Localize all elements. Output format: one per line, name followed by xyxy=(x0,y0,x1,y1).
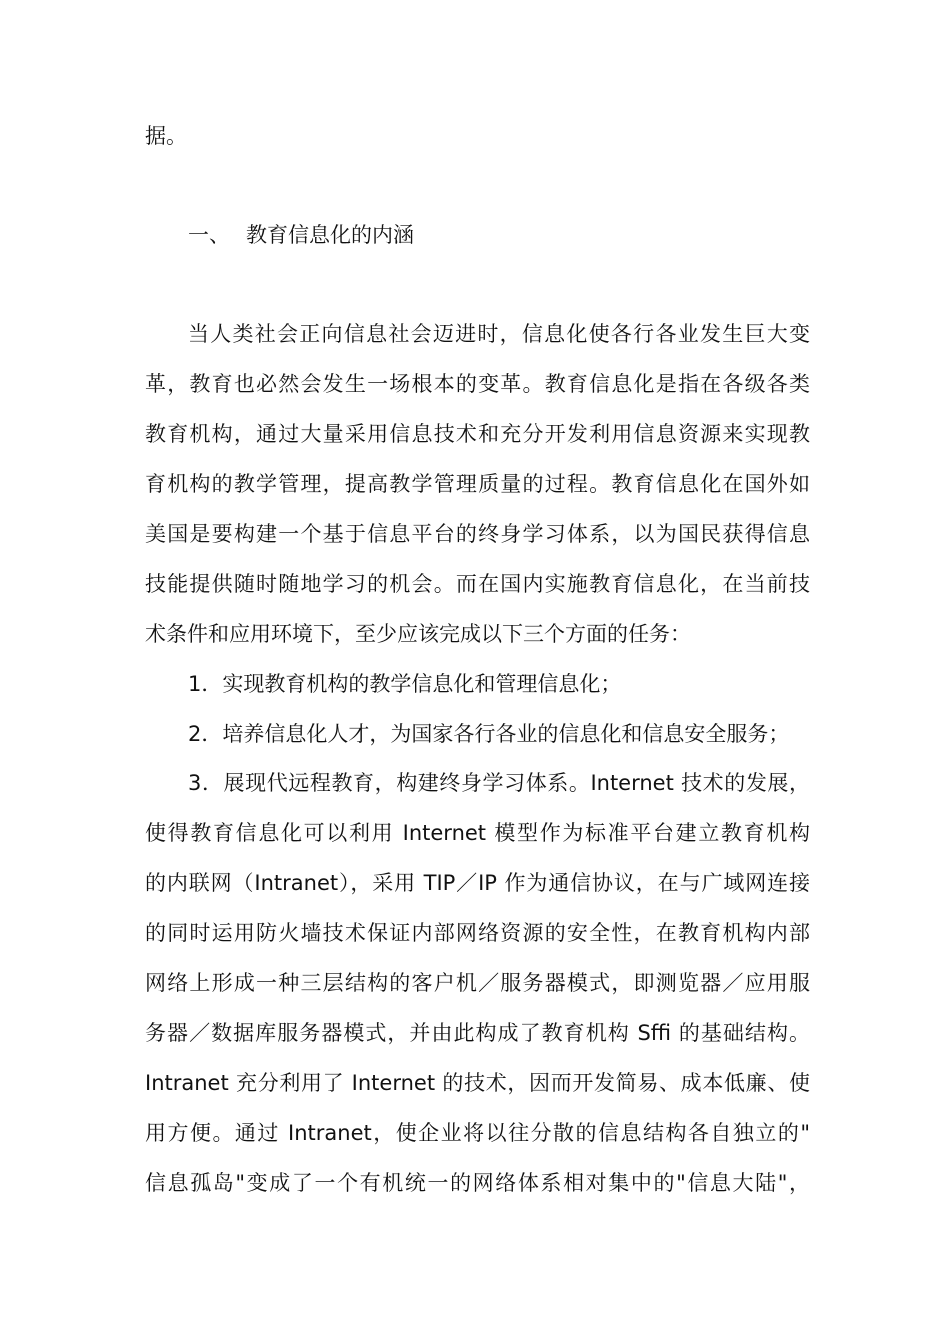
list-item-line: 用方便。通过 Intranet，使企业将以往分散的信息结构各自独立的" xyxy=(145,1121,810,1145)
paragraph-line: 教育机构，通过大量采用信息技术和充分开发利用信息资源来实现教 xyxy=(145,422,810,446)
list-item-line: 网络上形成一种三层结构的客户机／服务器模式，即测览器／应用服 xyxy=(145,971,810,995)
section-heading xyxy=(188,220,853,250)
list-item-line: 使得教育信息化可以利用 Internet 模型作为标准平台建立教育机构 xyxy=(145,821,810,845)
list-item-line: 3．展现代远程教育，构建终身学习体系。Internet 技术的发展， xyxy=(188,771,810,795)
section-number: 一、 xyxy=(188,223,230,247)
section-title: 教育信息化的内涵 xyxy=(246,223,414,247)
paragraph-line: 术条件和应用环境下，至少应该完成以下三个方面的任务： xyxy=(145,622,691,646)
list-item-line: 的内联网（Intranet），采用 TIP／IP 作为通信协议，在与广域网连接 xyxy=(145,871,810,895)
list-item: 2．培养信息化人才，为国家各行各业的信息化和信息安全服务； xyxy=(188,722,790,746)
paragraph-line: 育机构的教学管理，提高教学管理质量的过程。教育信息化在国外如 xyxy=(145,472,810,496)
paragraph-line: 革，教育也必然会发生一场根本的变革。教育信息化是指在各级各类 xyxy=(145,372,810,396)
paragraph-line: 当人类社会正向信息社会迈进时，信息化使各行各业发生巨大变 xyxy=(188,322,810,346)
list-item-line: 务器／数据库服务器模式，并由此构成了教育机构 Sffi 的基础结构。 xyxy=(145,1021,810,1045)
list-item-line: 的同时运用防火墙技术保证内部网络资源的安全性，在教育机构内部 xyxy=(145,921,810,945)
paragraph-line: 技能提供随时随地学习的机会。而在国内实施教育信息化，在当前技 xyxy=(145,572,810,596)
list-item: 1．实现教育机构的教学信息化和管理信息化； xyxy=(188,672,622,696)
list-item-line: Intranet 充分利用了 Internet 的技术，因而开发简易、成本低廉、使 xyxy=(145,1071,810,1095)
paragraph-line: 美国是要构建一个基于信息平台的终身学习体系，以为国民获得信息 xyxy=(145,522,810,546)
continuation-text: 据。 xyxy=(145,124,187,148)
list-item-line: 信息孤岛"变成了一个有机统一的网络体系相对集中的"信息大陆"， xyxy=(145,1171,810,1195)
